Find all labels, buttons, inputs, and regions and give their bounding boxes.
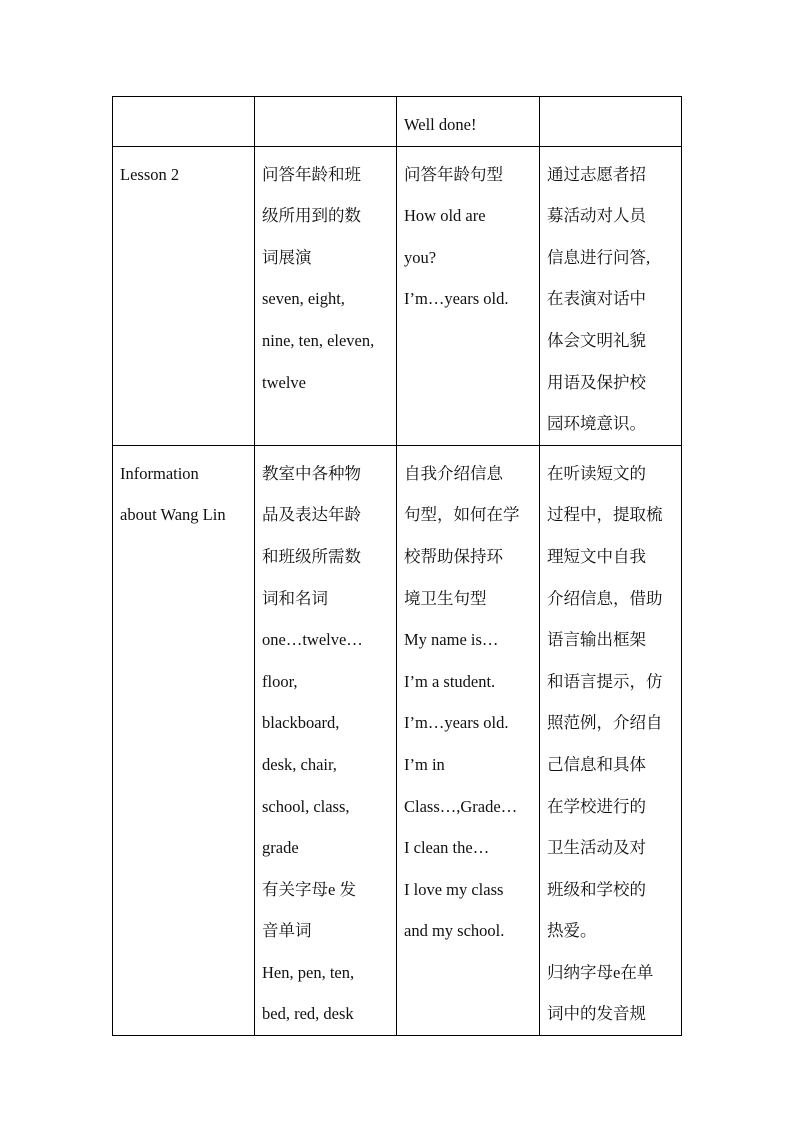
cell-line: 在表演对话中	[547, 289, 646, 309]
cell-line: seven, eight,	[262, 289, 345, 309]
lesson-name-cell	[113, 146, 255, 445]
cell-line: Class…,Grade…	[404, 796, 518, 816]
cell-line: 归纳字母e在单	[547, 962, 654, 982]
vocabulary-cell	[255, 146, 397, 445]
cell-line: I’m…years old.	[404, 713, 509, 733]
table-cell	[397, 97, 540, 147]
vocabulary-cell	[255, 445, 397, 1035]
cell-line: 热爱。	[547, 921, 597, 941]
lesson-name-cell	[113, 445, 255, 1035]
cell-line: Hen, pen, ten,	[262, 962, 355, 982]
cell-line: I love my class	[404, 879, 504, 899]
cell-line: 募活动对人员	[547, 206, 646, 226]
objective-cell	[540, 445, 682, 1035]
cell-line: 卫生活动及对	[547, 838, 646, 858]
cell-line: 用语及保护校	[547, 372, 646, 392]
cell-line: 有关字母e 发	[262, 879, 356, 899]
cell-line: 词和名词	[262, 588, 328, 608]
cell-line: 过程中，提取梳	[547, 505, 663, 525]
sentence-pattern-cell	[397, 445, 540, 1035]
cell-line: 信息进行问答,	[547, 247, 651, 267]
cell-line: 问答年龄和班	[262, 164, 361, 184]
cell-line: 己信息和具体	[547, 754, 646, 774]
cell-line: How old are	[404, 206, 486, 226]
cell-line: 在学校进行的	[547, 796, 646, 816]
cell-line: 校帮助保持环	[404, 546, 503, 566]
cell-line: one…twelve…	[262, 630, 363, 650]
cell-line: and my school.	[404, 921, 505, 941]
cell-line: grade	[262, 838, 299, 858]
cell-line: 句型，如何在学	[404, 505, 520, 525]
table-cell	[540, 97, 682, 147]
cell-line: twelve	[262, 372, 306, 392]
cell-line: I’m a student.	[404, 671, 496, 691]
lesson-table	[112, 96, 682, 1036]
cell-line: 境卫生句型	[404, 588, 487, 608]
cell-line: 和语言提示，仿	[547, 671, 663, 691]
sentence-pattern-cell	[397, 146, 540, 445]
cell-line: about Wang Lin	[120, 505, 226, 525]
cell-line: 班级和学校的	[547, 879, 646, 899]
cell-line: 在听读短文的	[547, 463, 646, 483]
cell-line: 级所用到的数	[262, 206, 361, 226]
table-cell	[255, 97, 397, 147]
cell-line: floor,	[262, 671, 298, 691]
cell-line: desk, chair,	[262, 754, 337, 774]
cell-line: 照范例，介绍自	[547, 713, 663, 733]
cell-line: nine, ten, eleven,	[262, 330, 375, 350]
cell-line: 自我介绍信息	[404, 463, 503, 483]
cell-line: Lesson 2	[120, 164, 180, 184]
cell-line: blackboard,	[262, 713, 340, 733]
cell-line: 通过志愿者招	[547, 164, 646, 184]
table-row	[113, 445, 682, 1035]
cell-line: 词展演	[262, 247, 312, 267]
objective-cell	[540, 146, 682, 445]
cell-line: you?	[404, 247, 437, 267]
cell-line: 介绍信息，借助	[547, 588, 663, 608]
cell-line: 教室中各种物	[262, 463, 361, 483]
table-cell	[113, 97, 255, 147]
cell-line: Information	[120, 463, 199, 483]
cell-line: I clean the…	[404, 838, 490, 858]
cell-line: 和班级所需数	[262, 546, 361, 566]
cell-line: 品及表达年龄	[262, 505, 361, 525]
table-row	[113, 146, 682, 445]
cell-line: Well done!	[404, 115, 477, 134]
cell-line: bed, red, desk	[262, 1004, 354, 1024]
cell-line: I’m in	[404, 754, 445, 774]
cell-line: 问答年龄句型	[404, 164, 503, 184]
cell-line: 语言输出框架	[547, 630, 646, 650]
cell-line: 园环境意识。	[547, 414, 646, 434]
cell-line: 音单词	[262, 921, 312, 941]
table-row	[113, 97, 682, 147]
cell-line: 体会文明礼貌	[547, 330, 646, 350]
cell-line: I’m…years old.	[404, 289, 509, 309]
cell-line: My name is…	[404, 630, 499, 650]
cell-line: 理短文中自我	[547, 546, 646, 566]
cell-line: school, class,	[262, 796, 350, 816]
cell-line: 词中的发音规	[547, 1004, 646, 1024]
